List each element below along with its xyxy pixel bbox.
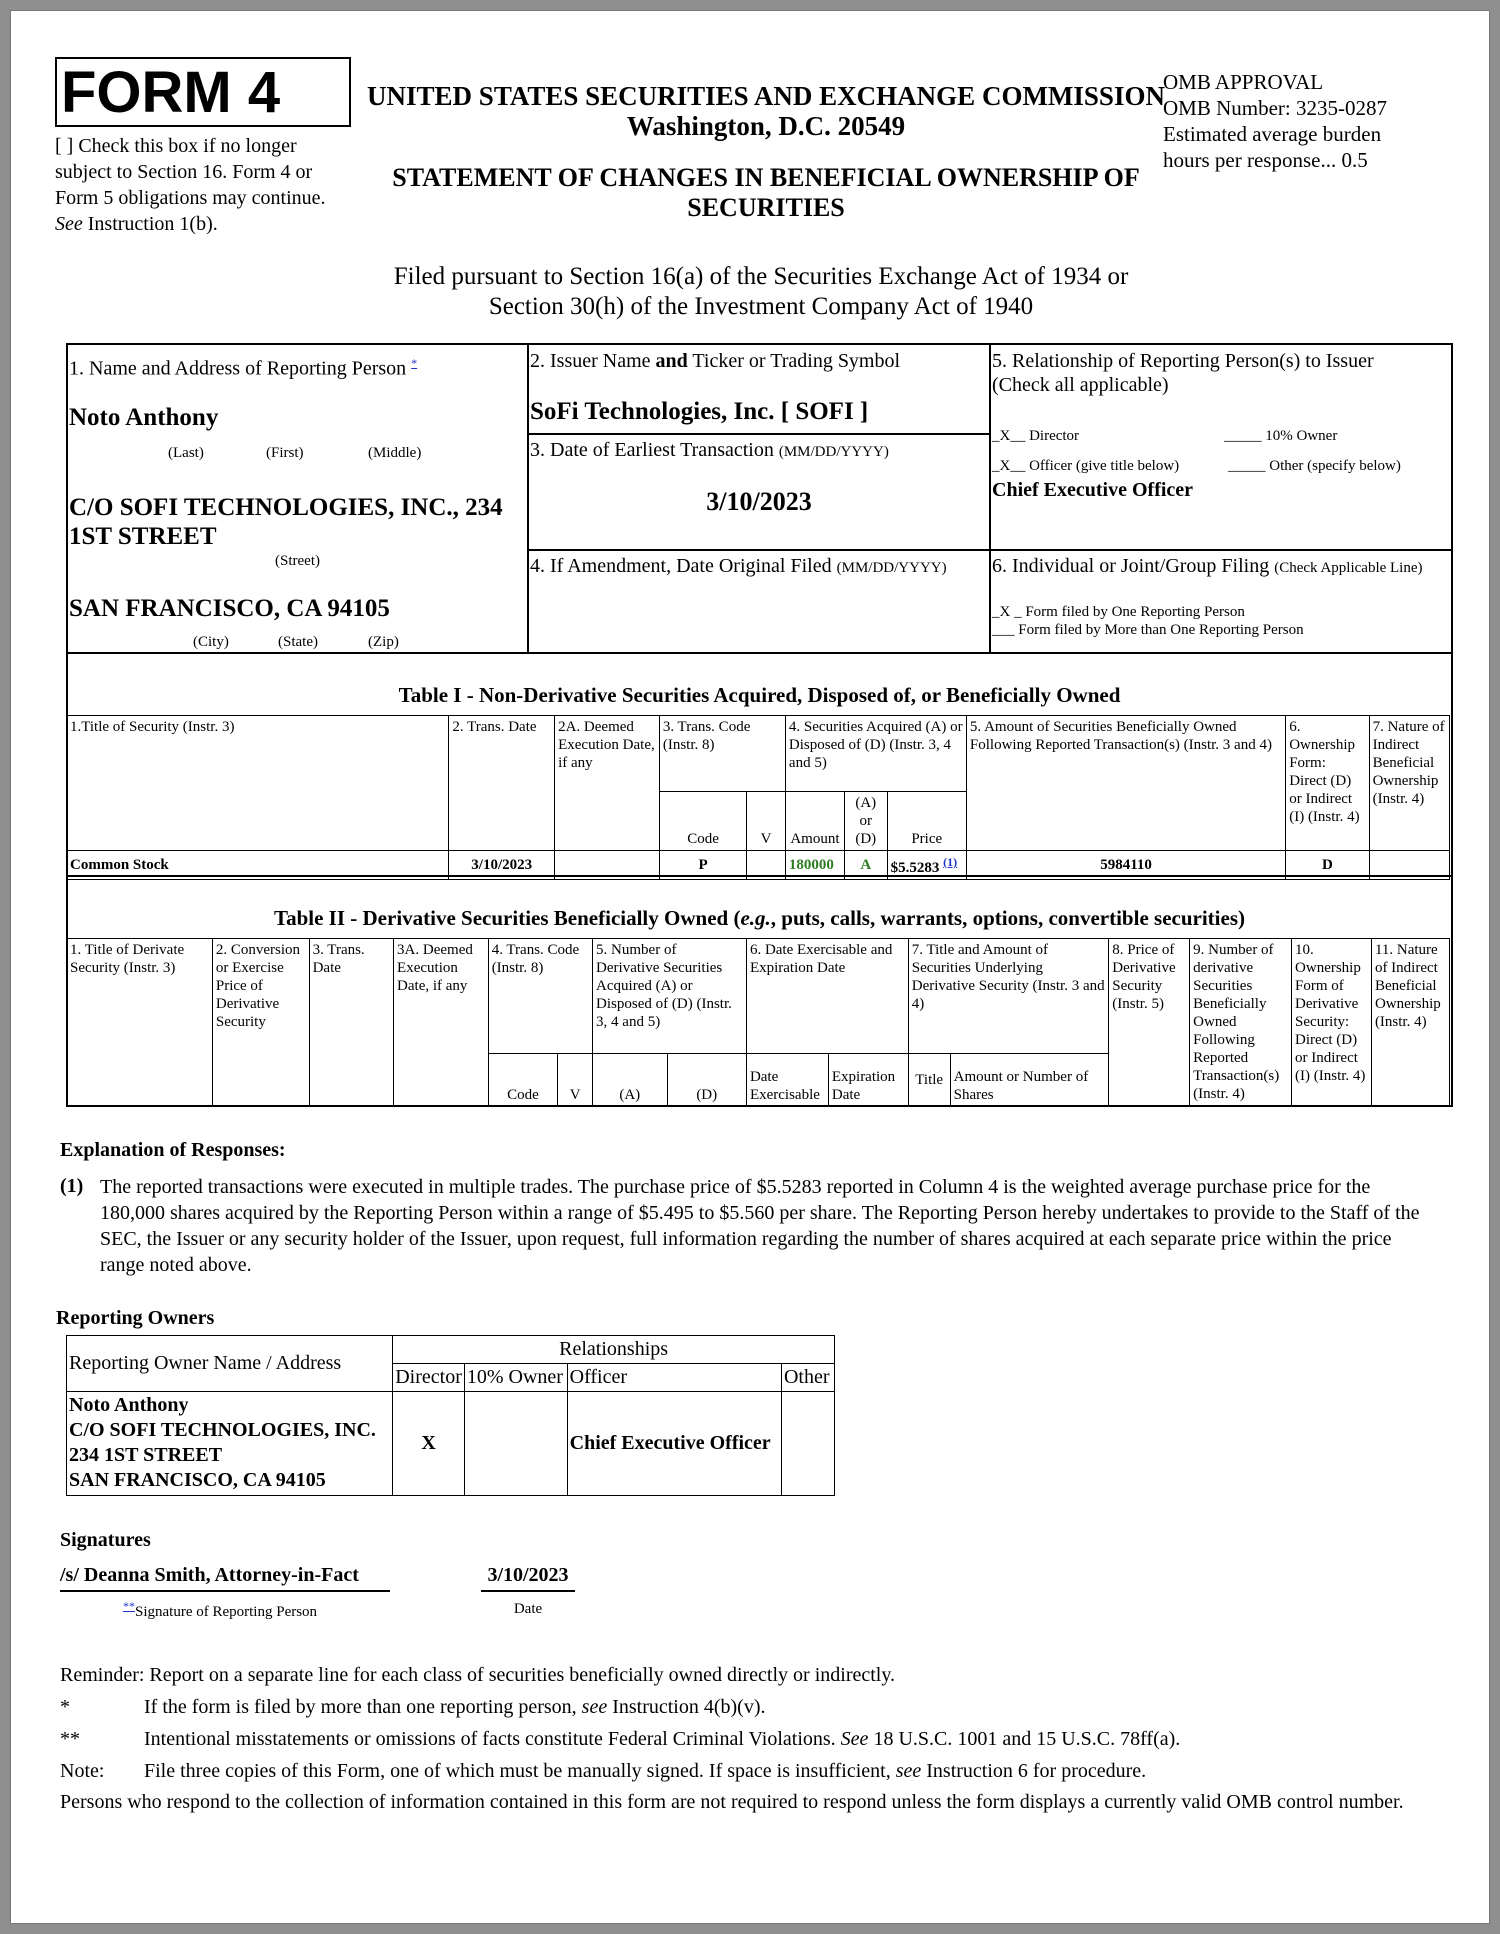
box-5-label-text: 5. Relationship of Reporting Person(s) to Issuer [992, 350, 1374, 372]
box-2-label-a: 2. Issuer Name [530, 350, 651, 372]
t2-sub-a: (A) [593, 1053, 667, 1106]
box-4-format: (MM/DD/YYYY) [836, 560, 947, 576]
signature-label-text: Signature of Reporting Person [135, 1604, 318, 1620]
t2-col-nature: 11. Nature of Indirect Beneficial Ownership (Instr. 4) [1371, 939, 1449, 1107]
box-1-label-text: 1. Name and Address of Reporting Person [69, 357, 407, 380]
reminder-dstar-marker: ** [60, 1728, 80, 1750]
t1-col-form: 6. Ownership Form: Direct (D) or Indirect (I) (Instr. 4) [1286, 716, 1369, 851]
t1-row-amount: 180000 [785, 851, 844, 880]
box-1-star-link[interactable]: * [411, 356, 418, 370]
box-2-label-and: and [655, 350, 688, 372]
signer-name: /s/ Deanna Smith, Attorney-in-Fact [60, 1564, 390, 1592]
reporting-owners-table [66, 1335, 835, 1496]
box-5-relationship [989, 343, 1453, 551]
t2-col-date: 3. Trans. Date [309, 939, 393, 1107]
box-4-label [530, 554, 947, 578]
t1-sub-price: Price [887, 792, 966, 851]
omb-burden: Estimated average burden [1163, 122, 1382, 146]
box-5-sub: (Check all applicable) [992, 374, 1169, 396]
reminder-dstar-row [60, 1723, 1460, 1755]
ro-col-name: Reporting Owner Name / Address [67, 1336, 393, 1392]
box-1-reporting-person [66, 343, 529, 654]
ro-owner-cell [67, 1392, 393, 1496]
t2-col-conversion: 2. Conversion or Exercise Price of Derivative Security [212, 939, 309, 1107]
statement-title: STATEMENT OF CHANGES IN BENEFICIAL OWNERSHIP OF SECURITIES [392, 163, 1140, 222]
box-2-label-b: Ticker or Trading Symbol [692, 350, 901, 372]
ro-owner-addr2: 234 1ST STREET [69, 1444, 223, 1466]
earliest-transaction-date: 3/10/2023 [706, 487, 812, 516]
footnote-1-link[interactable]: (1) [943, 855, 958, 869]
reminder-line: Reminder: Report on a separate line for each class of securities beneficially owned directly or indirectly. [60, 1664, 896, 1686]
t2-col-price: 8. Price of Derivative Security (Instr. 5) [1109, 939, 1190, 1107]
state-label: (State) [278, 634, 318, 650]
issuer-name: SoFi Technologies, Inc. [ SOFI ] [530, 398, 869, 425]
reminder-note-row [60, 1755, 1460, 1787]
signature-label [123, 1599, 317, 1621]
document-page [11, 11, 1489, 1923]
table-2 [66, 938, 1450, 1107]
t1-row-date: 3/10/2023 [449, 851, 555, 880]
reporting-person-name: Noto Anthony [69, 404, 219, 431]
footnote-1-text: The reported transactions were executed in multiple trades. The purchase price of $5.5283 reported in Column 4 is the weighted average purchase price for the 180,000 shares acquired by the Reporting Person within a range of $5.495 to $5.560 per share. The Reporting Person hereby undertakes to provide to the Staff of the SEC, the Issuer or any security holder of the Issuer, upon request, full information regarding the number of shares acquired at each separate price within the price range noted above. [100, 1176, 1420, 1276]
director-check: _X__ Director [992, 428, 1080, 444]
t2-sub-date-exercisable: Date Exercisable [746, 1053, 828, 1106]
t1-sub-v: V [747, 792, 786, 851]
officer-title: Chief Executive Officer [992, 479, 1194, 501]
t1-sub-code: Code [659, 792, 746, 851]
t1-row-price: $5.5283 [890, 860, 940, 876]
t2-col-number: 5. Number of Derivative Securities Acquired (A) or Disposed of (D) (Instr. 3, 4 and 5) [593, 939, 747, 1054]
last-label: (Last) [168, 445, 204, 461]
agency-city: Washington, D.C. 20549 [626, 111, 906, 141]
check-note-instruction: Instruction 1(b). [87, 213, 218, 235]
box-2-issuer [527, 343, 991, 435]
t1-row-title: Common Stock [67, 851, 449, 880]
explanation-heading: Explanation of Responses: [60, 1139, 286, 1161]
t1-col-code: 3. Trans. Code (Instr. 8) [659, 716, 785, 792]
table-1-header-row [67, 716, 1450, 792]
t1-sub-amount: Amount [785, 792, 844, 851]
t2-caption-a: Table II - Derivative Securities Beneficially Owned ( [274, 906, 741, 930]
box-6-filing [989, 549, 1453, 654]
box-2-label [530, 349, 900, 373]
table-1-caption: Table I - Non-Derivative Securities Acquired, Disposed of, or Beneficially Owned [398, 683, 1121, 707]
table-row [67, 1392, 835, 1496]
form-title: FORM 4 [55, 57, 351, 127]
t1-row-ad: A [844, 851, 887, 880]
table-2-caption [66, 906, 1453, 931]
ro-col-ten-pct: 10% Owner [464, 1364, 567, 1392]
t1-col-nature: 7. Nature of Indirect Beneficial Ownership (Instr. 4) [1369, 716, 1449, 851]
ro-ten-pct-cell [464, 1392, 567, 1496]
first-label: (First) [266, 445, 304, 461]
agency-name: UNITED STATES SECURITIES AND EXCHANGE COMMISSION [367, 81, 1165, 111]
reminder-section [60, 1659, 1460, 1815]
reporting-owners-heading: Reporting Owners [56, 1307, 215, 1329]
date-label: Date [513, 1601, 543, 1617]
box-3-label [530, 438, 889, 462]
t2-col-underlying: 7. Title and Amount of Securities Underlying Derivative Security (Instr. 3 and 4) [908, 939, 1109, 1054]
box-6-label-small: (Check Applicable Line) [1274, 560, 1423, 576]
t1-col-title: 1.Title of Security (Instr. 3) [67, 716, 449, 851]
t2-col-title: 1. Title of Derivate Security (Instr. 3) [67, 939, 213, 1107]
check-box-note [55, 133, 345, 237]
omb-title: OMB APPROVAL [1163, 70, 1324, 94]
t2-caption-eg: e.g. [740, 906, 771, 930]
other-check: _____ Other (specify below) [1228, 458, 1401, 474]
agency-heading [361, 81, 1171, 141]
signature-footnote-link[interactable]: ** [123, 1599, 135, 1613]
t2-sub-amount: Amount or Number of Shares [950, 1053, 1109, 1106]
t2-sub-title: Title [908, 1053, 950, 1106]
check-note-see: See [55, 213, 83, 235]
t1-col-deemed: 2A. Deemed Execution Date, if any [555, 716, 660, 851]
omb-hours: hours per response... 0.5 [1163, 148, 1368, 172]
ten-pct-owner-check: _____ 10% Owner [1224, 428, 1338, 444]
t2-col-owned: 9. Number of derivative Securities Beneficially Owned Following Reported Transaction(s) (Instr. 4) [1190, 939, 1292, 1107]
box-4-label-text: 4. If Amendment, Date Original Filed [530, 555, 832, 577]
reminder-note-marker: Note: [60, 1760, 105, 1782]
box-3-label-text: 3. Date of Earliest Transaction [530, 439, 774, 461]
t2-col-deemed: 3A. Deemed Execution Date, if any [394, 939, 489, 1107]
ro-col-director: Director [393, 1364, 465, 1392]
box-6-label [992, 554, 1423, 578]
reminder-star-marker: * [60, 1696, 70, 1718]
reminder-omb-note: Persons who respond to the collection of information contained in this form are not required to respond unless the form displays a currently valid OMB control number. [60, 1791, 1404, 1813]
city-label: (City) [193, 634, 229, 650]
t2-sub-d: (D) [667, 1053, 746, 1106]
ro-director-mark: X [393, 1392, 465, 1496]
t2-col-form: 10. Ownership Form of Derivative Security: Direct (D) or Indirect (I) (Instr. 4) [1292, 939, 1372, 1107]
box-1-label [69, 351, 417, 381]
filed-by-one-check: _X _ Form filed by One Reporting Person [992, 604, 1245, 620]
box-6-label-text: 6. Individual or Joint/Group Filing [992, 555, 1270, 577]
signatures-heading: Signatures [60, 1529, 151, 1551]
t1-row-form: D [1286, 851, 1369, 880]
box-5-label [992, 349, 1442, 397]
t2-sub-expiration: Expiration Date [828, 1053, 908, 1106]
t2-col-code: 4. Trans. Code (Instr. 8) [488, 939, 592, 1054]
reporting-person-street: C/O SOFI TECHNOLOGIES, INC., 234 1ST STREET [69, 494, 503, 550]
t2-sub-code: Code [488, 1053, 558, 1106]
filed-line-1: Filed pursuant to Section 16(a) of the Securities Exchange Act of 1934 or [393, 263, 1129, 290]
ro-col-other: Other [781, 1364, 834, 1392]
reminder-star-text: If the form is filed by more than one reporting person, see Instruction 4(b)(v). [144, 1696, 766, 1718]
t1-sub-ad: (A) or (D) [844, 792, 887, 851]
ro-officer-title: Chief Executive Officer [567, 1392, 781, 1496]
check-note-text: [ ] Check this box if no longer subject to Section 16. Form 4 or Form 5 obligations may continue. [55, 135, 326, 209]
ro-owner-name: Noto Anthony [69, 1394, 189, 1416]
filed-by-more-check: ___ Form filed by More than One Reporting Person [992, 622, 1304, 638]
ro-owner-addr1: C/O SOFI TECHNOLOGIES, INC. [69, 1419, 376, 1441]
ro-owner-addr3: SAN FRANCISCO, CA 94105 [69, 1469, 326, 1491]
footnote-1-number: (1) [60, 1175, 84, 1197]
t2-caption-b: , puts, calls, warrants, options, convertible securities) [770, 906, 1245, 930]
t1-col-acquired: 4. Securities Acquired (A) or Disposed of (D) (Instr. 3, 4 and 5) [785, 716, 966, 792]
signature-date: 3/10/2023 [481, 1564, 575, 1592]
t2-col-exercisable: 6. Date Exercisable and Expiration Date [746, 939, 908, 1054]
box-4-amendment [527, 549, 991, 654]
middle-label: (Middle) [368, 445, 422, 461]
table-2-header-row [67, 939, 1450, 1054]
ro-col-officer: Officer [567, 1364, 781, 1392]
omb-number: OMB Number: 3235-0287 [1163, 96, 1387, 120]
street-label: (Street) [275, 553, 320, 569]
officer-check: _X__ Officer (give title below) [992, 458, 1180, 474]
reminder-note-text: File three copies of this Form, one of which must be manually signed. If space is insufficient, see Instruction 6 for procedure. [144, 1760, 1147, 1782]
table-1 [66, 715, 1450, 880]
filed-line-2: Section 30(h) of the Investment Company Act of 1940 [488, 293, 1034, 320]
zip-label: (Zip) [368, 634, 399, 650]
filed-pursuant [351, 262, 1171, 322]
ro-other-cell [781, 1392, 834, 1496]
box-3-format: (MM/DD/YYYY) [778, 444, 889, 460]
omb-approval [1163, 69, 1463, 173]
t1-row-code: P [659, 851, 746, 880]
t2-sub-v: V [558, 1053, 593, 1106]
reminder-dstar-text: Intentional misstatements or omissions of facts constitute Federal Criminal Violations. See 18 U.S.C. 1001 and 15 U.S.C. 78ff(a). [144, 1728, 1181, 1750]
box-3-earliest-date [527, 433, 991, 551]
reminder-star-row [60, 1691, 1460, 1723]
ro-col-relationships: Relationships [393, 1336, 835, 1364]
t1-col-date: 2. Trans. Date [449, 716, 555, 851]
t1-col-owned: 5. Amount of Securities Beneficially Owned Following Reported Transaction(s) (Instr. 3 and 4) [966, 716, 1285, 851]
reporting-person-city: SAN FRANCISCO, CA 94105 [69, 595, 390, 622]
t1-row-owned: 5984110 [966, 851, 1285, 880]
